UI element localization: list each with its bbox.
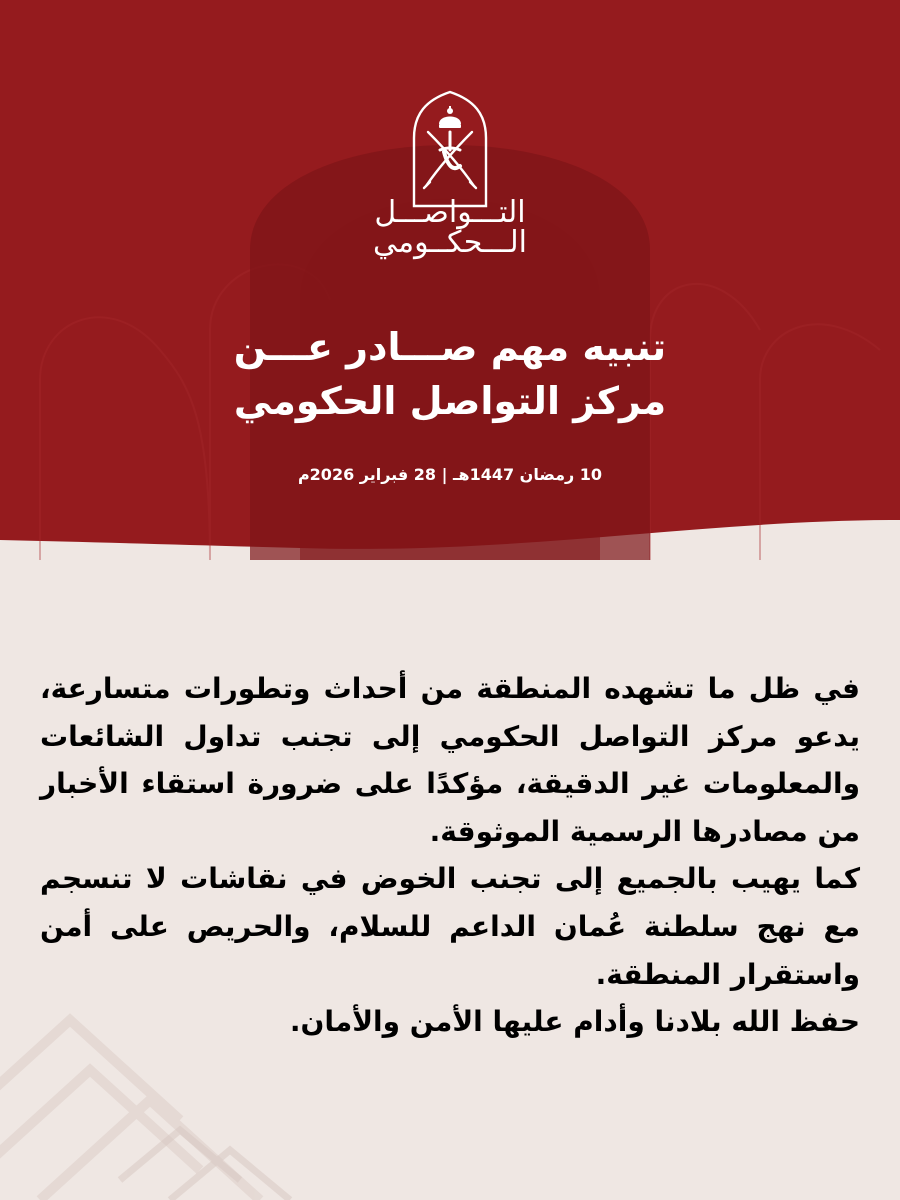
title-line-2: مركز التواصل الحكومي (233, 379, 667, 423)
issue-date: 10 رمضان 1447هـ | 28 فبراير 2026م (297, 465, 603, 484)
paragraph-2: كما يهيب بالجميع إلى تجنب الخوض في نقاشات لا تنسجم مع نهج سلطنة عُمان الداعم للسلام، والحريص على أمن واستقرار المنطقة. (40, 862, 860, 991)
closing-line: حفظ الله بلادنا وأدام عليها الأمن والأمان. (289, 1005, 860, 1039)
announcement-body (40, 665, 860, 1046)
title-line-1: تنبيه مهم صـــادر عـــن (233, 325, 667, 369)
paragraph-1: في ظل ما تشهده المنطقة من أحداث وتطورات متسارعة، يدعو مركز التواصل الحكومي إلى تجنب تداول الشائعات والمعلومات غير الدقيقة، مؤكدًا على ضرورة استقاء الأخبار من مصادرها الرسمية الموثوقة. (40, 672, 860, 848)
brand-line-1: التـــواصـــل (374, 195, 526, 230)
header-banner (0, 0, 900, 560)
oman-emblem-icon (408, 88, 492, 208)
brand-line-2: الـــحكــومي (373, 225, 527, 260)
